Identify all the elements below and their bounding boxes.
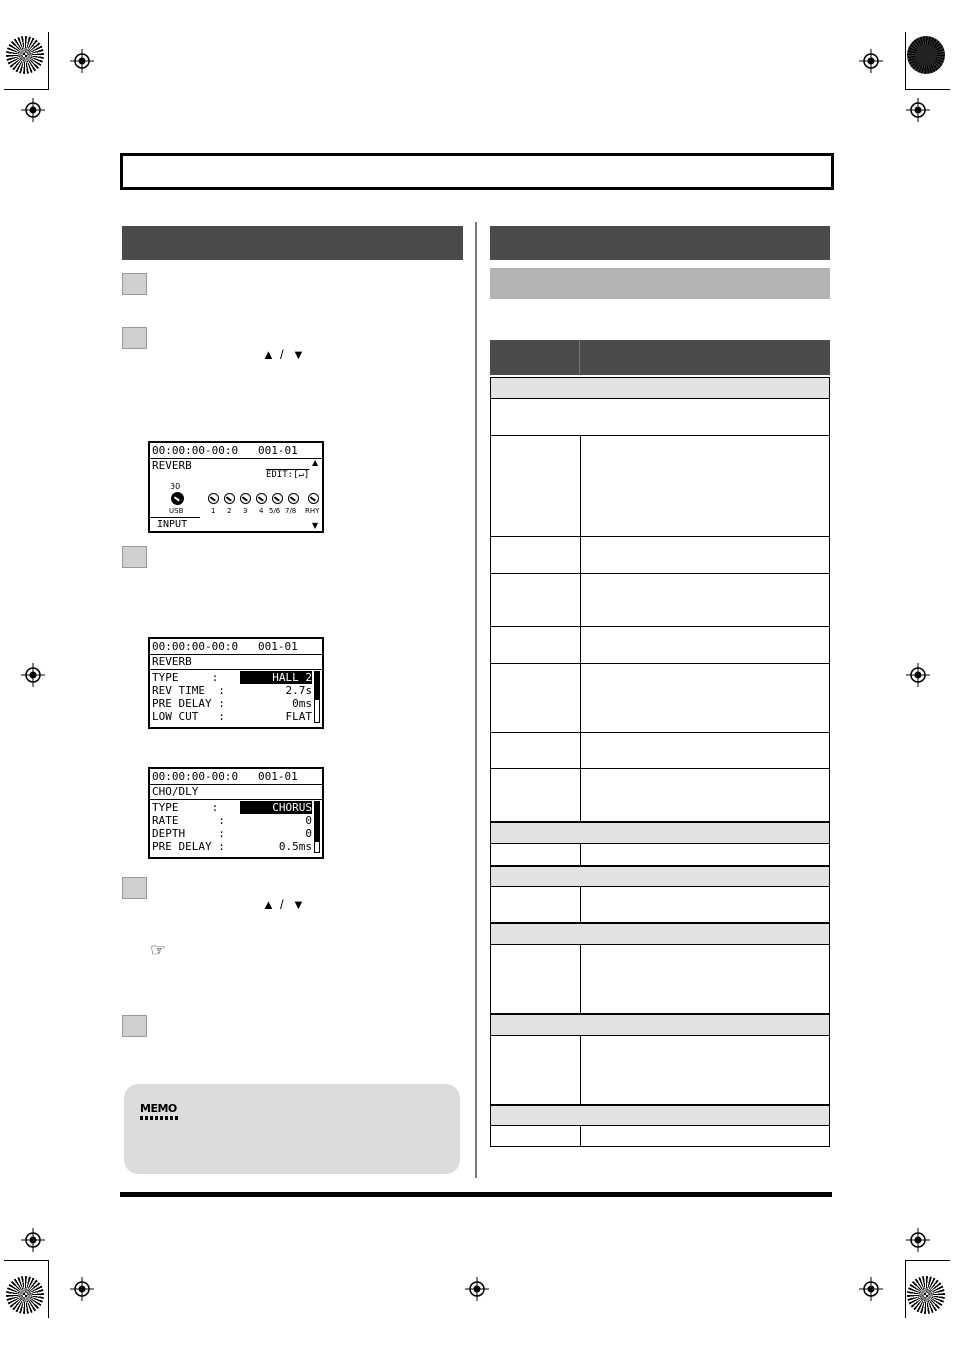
table-span-row [490,399,830,436]
table-row [490,945,830,1014]
arrow-separator: / [280,897,284,912]
column-divider [475,222,477,1178]
table-row [490,769,830,822]
step-4-marker [122,877,147,899]
table-row [490,664,830,733]
table-group-row [490,866,830,887]
crop-line [905,32,906,90]
lcd-screen-title: CHO/DLY [152,785,199,798]
param-value: HALL 2 [240,671,312,684]
lcd-reverb-edit [148,637,324,729]
param-label: REV TIME : [152,684,225,697]
crop-line [48,32,49,90]
down-arrow-icon: ▼ [292,897,305,912]
usb-level-value: 30 [170,482,181,491]
registration-starburst-icon [6,36,44,74]
crosshair-registration-icon [465,1277,489,1301]
table-group-row [490,1014,830,1036]
pointing-hand-icon: ☞ [150,940,167,960]
down-arrow-icon: ▼ [292,347,305,362]
right-section-header [490,226,830,260]
left-section-header [122,226,463,260]
param-value: 0 [305,814,312,827]
ch4-knob-icon [256,493,267,504]
param-label: TYPE : [152,671,219,684]
channel-label: RHY [305,507,320,515]
crosshair-registration-icon [906,1228,930,1252]
crosshair-registration-icon [906,98,930,122]
step-1-marker [122,273,147,295]
registration-starburst-icon [907,1276,945,1314]
ch1-knob-icon [208,493,219,504]
channel-label: 1 [211,507,216,515]
table-row [490,574,830,627]
param-value: 0 [305,827,312,840]
crosshair-registration-icon [906,663,930,687]
table-row [490,733,830,769]
param-value: 0.5ms [278,840,312,853]
param-label: RATE : [152,814,225,827]
tab-underline [150,517,200,518]
crop-line [48,1260,49,1318]
table-row [490,537,830,574]
memo-box [124,1084,460,1174]
table-row [490,1126,830,1147]
param-value: CHORUS [240,801,312,814]
memo-badge-label: MEMO [140,1102,177,1115]
step-3-marker [122,546,147,568]
lcd-scrollbar [314,671,320,723]
crosshair-registration-icon [859,1277,883,1301]
channel-label: 7/8 [285,507,297,515]
up-arrow-icon: ▲ [262,897,275,912]
param-label: LOW CUT : [152,710,225,723]
lcd-screen-title: REVERB [152,459,192,472]
right-subsection-header [490,268,830,299]
channel-label: 5/6 [269,507,281,515]
param-label: TYPE : [152,801,219,814]
crop-line [905,89,950,90]
param-label: PRE DELAY : [152,697,225,710]
scroll-up-icon: ▲ [312,458,319,467]
registration-starburst-icon [6,1276,44,1314]
scroll-down-icon: ▼ [312,521,319,530]
memo-icon [140,1100,180,1122]
step-2-marker [122,327,147,349]
table-row [490,436,830,537]
crop-line [905,1260,906,1318]
lcd-chorus-edit [148,767,324,859]
page-title-box [120,153,834,190]
table-group-row [490,1105,830,1126]
usb-knob-icon [171,492,184,505]
crop-line [4,1260,48,1261]
lcd-edit-indicator: EDIT:[↵] [266,470,310,480]
step-5-marker [122,1015,147,1037]
table-row [490,627,830,664]
crop-line [4,89,48,90]
table-row [490,1036,830,1105]
crop-line [905,1260,950,1261]
rhythm-knob-icon [308,493,319,504]
parameter-table-header [490,340,830,375]
ch3-knob-icon [240,493,251,504]
param-value: 0ms [292,697,312,710]
table-row [490,887,830,923]
ch78-knob-icon [288,493,299,504]
param-value: 2.7s [285,684,312,697]
param-value: FLAT [285,710,312,723]
param-label: PRE DELAY : [152,840,225,853]
ch2-knob-icon [224,493,235,504]
lcd-status-line: 00:00:00-00:0 001-01 [152,640,298,653]
registration-starburst-icon [907,36,945,74]
lcd-status-line: 00:00:00-00:0 001-01 [152,444,298,457]
crosshair-registration-icon [859,49,883,73]
table-group-row [490,822,830,844]
crosshair-registration-icon [70,1277,94,1301]
arrow-separator: / [280,347,284,362]
ch56-knob-icon [272,493,283,504]
crosshair-registration-icon [70,49,94,73]
channel-label: 2 [227,507,232,515]
page-footer-rule [120,1192,832,1197]
crosshair-registration-icon [21,1228,45,1252]
lcd-input-tab: INPUT [157,519,188,530]
channel-label: 4 [259,507,264,515]
table-group-row [490,377,830,399]
lcd-status-line: 00:00:00-00:0 001-01 [152,770,298,783]
lcd-scrollbar [314,801,320,853]
param-label: DEPTH : [152,827,225,840]
channel-label: 3 [243,507,248,515]
channel-label: USB [169,507,184,515]
lcd-screen-title: REVERB [152,655,192,668]
lcd-reverb-mixer [148,441,324,533]
up-arrow-icon: ▲ [262,347,275,362]
table-group-row [490,923,830,945]
crosshair-registration-icon [21,663,45,687]
crosshair-registration-icon [21,98,45,122]
table-row [490,844,830,866]
